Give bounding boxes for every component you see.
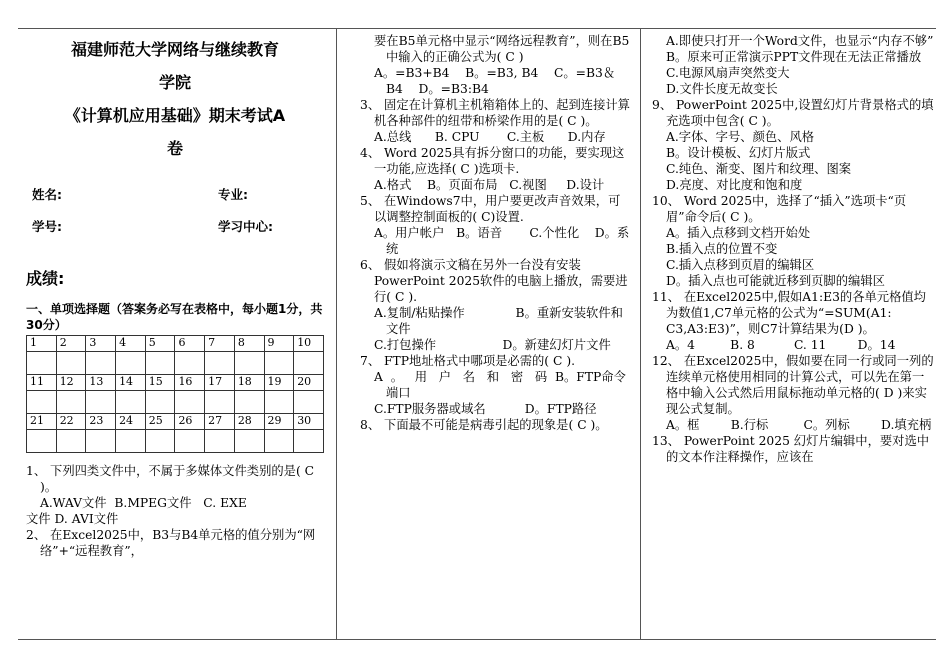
exam-page [18,28,936,640]
answer-options: A。插入点移到文档开始处 [666,226,811,240]
answer-number-cell: 12 [56,375,86,391]
column-1 [26,33,324,559]
answer-number-cell: 30 [294,414,324,430]
answer-blank-cell[interactable] [264,430,294,453]
question-text: 9、 PowerPoint 2025中,设置幻灯片背景格式的填充选项中包含( C )。 [652,98,934,128]
answer-options: A.格式 B。页面布局 C.视图 D.设计 [374,178,605,192]
answer-blank-cell[interactable] [145,352,175,375]
answer-options: B.插入点的位置不变 [666,242,778,256]
column-2 [360,33,630,433]
answer-number-cell: 24 [116,414,146,430]
answer-blank-cell[interactable] [175,430,205,453]
answer-number-cell: 25 [145,414,175,430]
question-list-2 [360,33,630,433]
question-text: 10、 Word 2025中，选择了“插入”选项卡“页眉”命令后( C )。 [652,194,907,224]
answer-number-cell: 21 [27,414,57,430]
major-label: 专业: [218,187,248,202]
column-divider-1 [336,29,337,639]
question-text: 13、 PowerPoint 2025 幻灯片编辑中，要对选中的文本作注释操作，应该在 [652,434,930,464]
question-text: 8、 下面最不可能是病毒引起的现象是( C )。 [360,418,608,432]
answer-blank-cell[interactable] [294,391,324,414]
answer-options: B。原来可正常演示PPT文件现在无法正常播放 [666,50,922,64]
answer-number-cell: 29 [264,414,294,430]
title-line-4: 卷 [166,139,183,158]
answer-blank-cell[interactable] [86,391,116,414]
info-row-1 [26,187,324,219]
answer-options: A。=B3+B4 B。=B3, B4 C。=B3＆B4 D。=B3:B4 [374,66,616,96]
answer-number-cell: 22 [56,414,86,430]
answer-number-cell: 18 [234,375,264,391]
answer-number-cell: 2 [56,336,86,352]
question-text: 12、 在Excel2025中，假如要在同一行或同一列的连续单元格使用相同的计算公式，可以先在第一格中输入公式然后用鼠标拖动单元格的( D )来实现公式复制。 [652,354,934,416]
answer-blank-cell[interactable] [86,352,116,375]
answer-options: C.电源风扇声突然变大 [666,66,790,80]
answer-options: A.复制/粘贴操作 B。重新安装软件和文件 [374,306,623,336]
answer-blank-cell[interactable] [56,352,86,375]
answer-number-cell: 19 [264,375,294,391]
question-text: 1、 下列四类文件中，不属于多媒体文件类别的是( C )。 [26,464,315,494]
question-text: 文件 D. AVI文件 [26,512,119,526]
answer-options: C.纯色、渐变、图片和纹理、图案 [666,162,852,176]
answer-number-cell: 20 [294,375,324,391]
answer-grid-number-row [27,336,324,352]
answer-grid [26,335,324,453]
answer-number-cell: 27 [205,414,235,430]
answer-number-cell: 4 [116,336,146,352]
answer-options: A。框 B.行标 C。列标 D.填充柄 [666,418,932,432]
answer-blank-cell[interactable] [234,430,264,453]
question-text: 4、 Word 2025具有拆分窗口的功能，要实现这一功能,应选择( C )选项卡. [360,146,625,176]
title-line-1: 福建师范大学网络与继续教育 [70,40,279,59]
question-text: 5、 在Windows7中，用户要更改声音效果，可以调整控制面板的( C)设置. [360,194,621,224]
answer-number-cell: 28 [234,414,264,430]
answer-grid-number-row [27,414,324,430]
score-label: 成绩: [26,269,65,288]
answer-number-cell: 14 [116,375,146,391]
answer-options: A。4 B. 8 C. 11 D。14 [666,338,896,352]
answer-blank-cell[interactable] [234,391,264,414]
answer-options: A 。 用 户 名 和 密 码 B。FTP命令端口 [374,370,626,400]
answer-number-cell: 11 [27,375,57,391]
question-text: 6、 假如将演示文稿在另外一台没有安装PowerPoint 2025软件的电脑上播放，需要进行( C ). [360,258,628,304]
answer-number-cell: 3 [86,336,116,352]
question-text: 7、 FTP地址格式中哪项是必需的( C ). [360,354,576,368]
answer-number-cell: 23 [86,414,116,430]
answer-blank-cell[interactable] [175,391,205,414]
column-3 [652,33,934,465]
question-text: 2、 在Excel2025中，B3与B4单元格的值分别为“网络”+“远程教育”， [26,528,316,558]
section-heading: 一、单项选择题（答案务必写在表格中，每小题1分，共30分） [26,302,323,332]
answer-options: C.打包操作 D。新建幻灯片文件 [374,338,611,352]
question-text: 11、 在Excel2025中,假如A1:E3的各单元格值均为数值1,C7单元格的公式为“=SUM(A1: C3,A3:E3)”，则C7计算结果为(D )。 [652,290,926,336]
answer-number-cell: 8 [234,336,264,352]
answer-number-cell: 16 [175,375,205,391]
answer-blank-cell[interactable] [264,391,294,414]
center-label: 学习中心: [218,219,273,234]
answer-options: B。设计模板、幻灯片版式 [666,146,811,160]
answer-options: A。用户帐户 B。语音 C.个性化 D。系统 [374,226,630,256]
answer-number-cell: 15 [145,375,175,391]
answer-blank-cell[interactable] [27,430,57,453]
answer-blank-cell[interactable] [56,391,86,414]
answer-number-cell: 5 [145,336,175,352]
answer-number-cell: 26 [175,414,205,430]
answer-blank-cell[interactable] [175,352,205,375]
answer-options: A.即使只打开一个Word文件，也显示“内存不够” [666,34,934,48]
title-line-2: 学院 [158,73,191,92]
question-list-1 [26,463,324,559]
answer-options: D。插入点也可能就近移到页脚的编辑区 [666,274,885,288]
answer-options: A.WAV文件 B.MPEG文件 C. EXE [40,496,247,510]
name-label: 姓名: [32,187,62,202]
answer-number-cell: 9 [264,336,294,352]
exam-title [26,33,324,165]
answer-grid-blank-row [27,352,324,375]
title-line-3: 《计算机应用基础》期末考试A [64,106,286,125]
answer-number-cell: 17 [205,375,235,391]
answer-blank-cell[interactable] [86,430,116,453]
answer-blank-cell[interactable] [27,352,57,375]
answer-blank-cell[interactable] [116,430,146,453]
info-row-2 [26,219,324,251]
answer-blank-cell[interactable] [145,430,175,453]
answer-blank-cell[interactable] [145,391,175,414]
answer-grid-blank-row [27,391,324,414]
answer-options: A.总线 B. CPU C.主板 D.内存 [374,130,606,144]
answer-blank-cell[interactable] [294,430,324,453]
answer-options: D.文件长度无故变长 [666,82,778,96]
answer-number-cell: 1 [27,336,57,352]
column-divider-2 [640,29,641,639]
answer-grid-blank-row [27,430,324,453]
answer-blank-cell[interactable] [205,352,235,375]
question-list-3 [652,33,934,465]
answer-blank-cell[interactable] [27,391,57,414]
answer-blank-cell[interactable] [294,352,324,375]
answer-options: C.FTP服务器或域名 D。FTP路径 [374,402,597,416]
answer-number-cell: 13 [86,375,116,391]
answer-options: A.字体、字号、颜色、风格 [666,130,815,144]
answer-blank-cell[interactable] [264,352,294,375]
answer-blank-cell[interactable] [205,391,235,414]
answer-number-cell: 7 [205,336,235,352]
answer-options: D.亮度、对比度和饱和度 [666,178,803,192]
question-text: 3、 固定在计算机主机箱箱体上的、起到连接计算机各种部件的纽带和桥梁作用的是( C )。 [360,98,630,128]
answer-options: C.插入点移到页眉的编辑区 [666,258,815,272]
answer-options: 要在B5单元格中显示“网络远程教育”，则在B5中输入的正确公式为( C ) [374,34,630,64]
answer-number-cell: 6 [175,336,205,352]
answer-blank-cell[interactable] [56,430,86,453]
answer-blank-cell[interactable] [116,391,146,414]
answer-blank-cell[interactable] [205,430,235,453]
student-id-label: 学号: [32,219,62,234]
answer-grid-number-row [27,375,324,391]
answer-blank-cell[interactable] [116,352,146,375]
answer-number-cell: 10 [294,336,324,352]
answer-blank-cell[interactable] [234,352,264,375]
